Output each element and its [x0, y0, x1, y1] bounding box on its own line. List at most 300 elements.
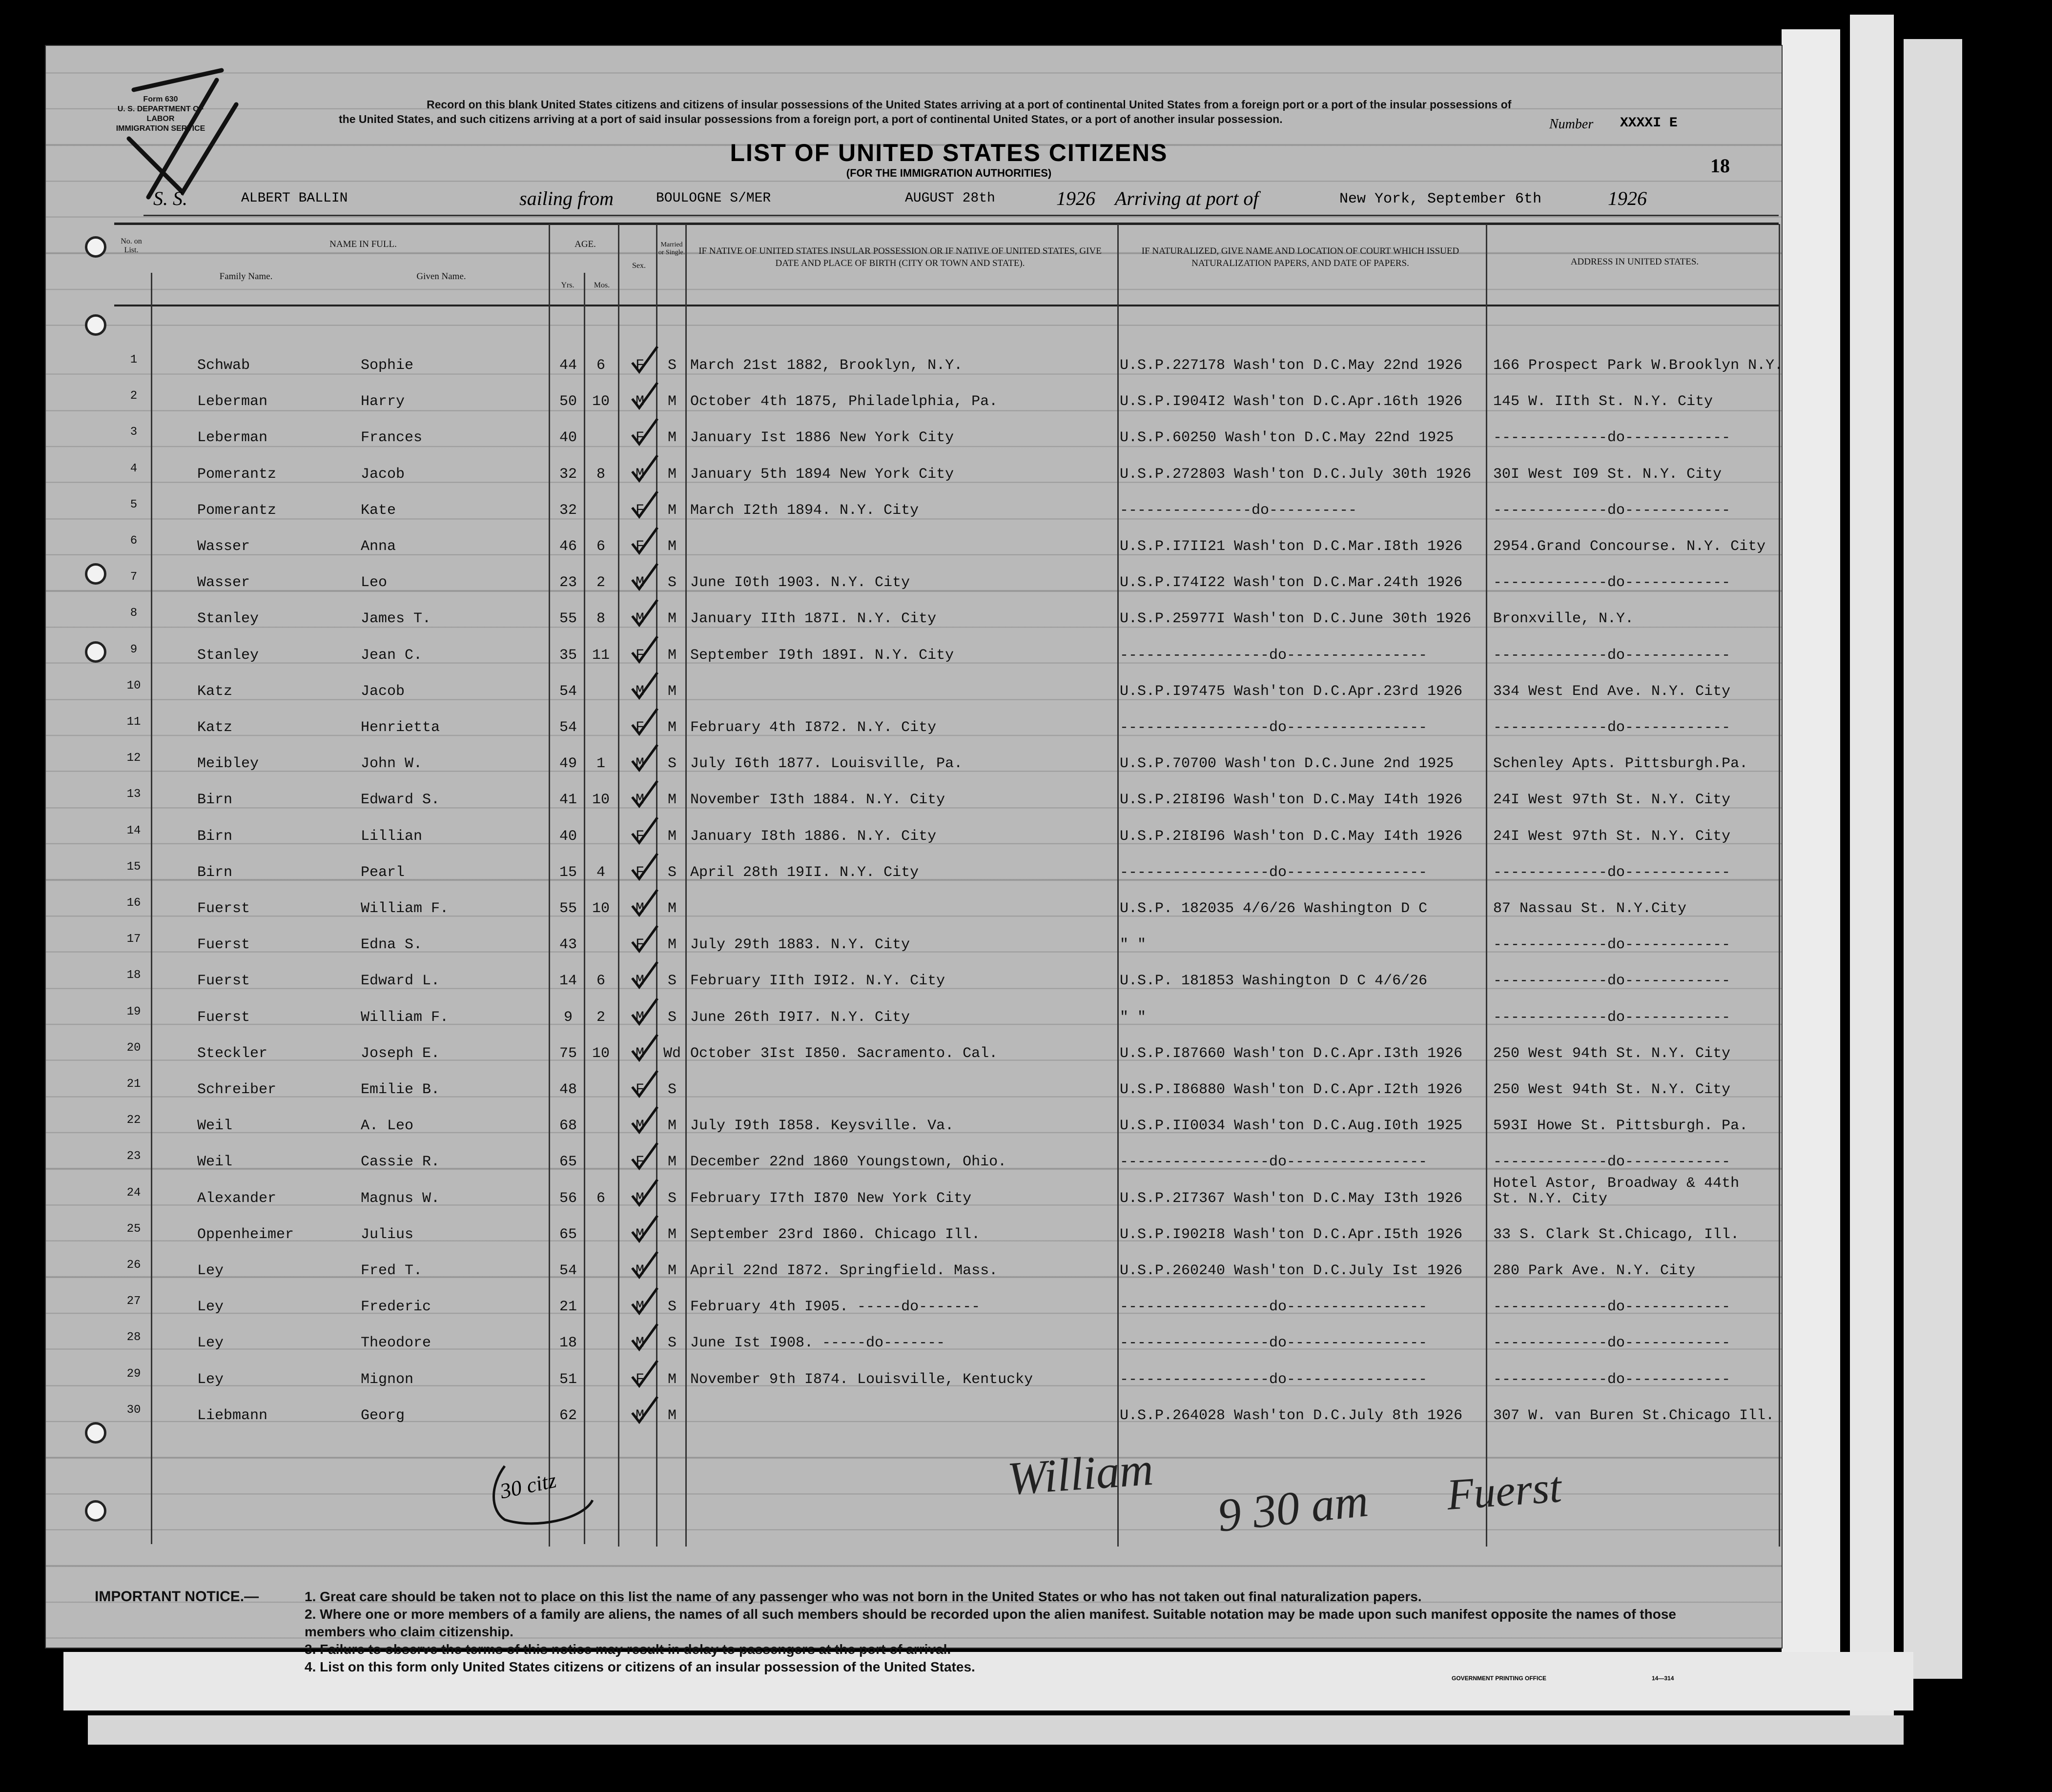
sex: M: [635, 466, 644, 483]
check-mark-icon: [629, 924, 659, 954]
age-years: 21: [559, 1299, 577, 1316]
from-port: BOULOGNE S/MER: [656, 191, 771, 206]
table-row: [46, 819, 1782, 855]
naturalization-record: U.S.P.2I7367 Wash'ton D.C.May I3th 1926: [1120, 1190, 1463, 1207]
family-name: Meibley: [197, 755, 259, 773]
family-name: Stanley: [197, 611, 259, 628]
given-name: Jacob: [361, 466, 405, 483]
age-months: 6: [596, 538, 605, 555]
table-row: [46, 964, 1782, 1000]
naturalization-record: U.S.P.25977I Wash'ton D.C.June 30th 1926: [1120, 611, 1472, 628]
age-months: 10: [592, 1045, 610, 1062]
birth-date-place: October 4th 1875, Philadelphia, Pa.: [690, 393, 998, 410]
sex: F: [635, 719, 644, 736]
notice-item-1: 1. Great care should be taken not to place on this list the name of any passenger who was not born in the United States or who has not taken out final naturalization papers.: [305, 1589, 1422, 1604]
birth-date-place: November I3th 1884. N.Y. City: [690, 792, 945, 809]
marital-status: Wd: [663, 1045, 681, 1062]
marital-status: S: [667, 864, 677, 881]
given-name: A. Leo: [361, 1118, 414, 1135]
family-name: Fuerst: [197, 900, 250, 917]
row-number: 20: [126, 1041, 141, 1055]
family-name: Katz: [197, 683, 233, 700]
age-months: 1: [596, 755, 605, 773]
age-years: 14: [559, 973, 577, 990]
row-number: 7: [130, 570, 138, 584]
age-years: 54: [559, 1263, 577, 1279]
given-name: Pearl: [361, 864, 405, 881]
age-years: 32: [559, 466, 577, 483]
family-name: Liebmann: [197, 1407, 268, 1424]
age-years: 51: [559, 1371, 577, 1388]
check-mark-icon: [629, 1069, 659, 1099]
check-mark-icon: [629, 852, 659, 882]
check-mark-icon: [629, 1250, 659, 1280]
ship-name: ALBERT BALLIN: [241, 191, 348, 206]
birth-date-place: January IIth 187I. N.Y. City: [690, 611, 937, 628]
sex: M: [635, 755, 644, 773]
family-name: Birn: [197, 828, 233, 845]
us-address: 33 S. Clark St.Chicago, Ill.: [1493, 1226, 1740, 1243]
family-name: Schreiber: [197, 1081, 277, 1098]
check-mark-icon: [629, 1214, 659, 1244]
sex: M: [635, 1045, 644, 1062]
family-name: Fuerst: [197, 973, 250, 990]
col-no-header: No. on List.: [121, 237, 142, 254]
age-years: 32: [559, 502, 577, 519]
given-name: Leo: [361, 574, 388, 591]
table-row: [46, 1399, 1782, 1435]
us-address: -------------do------------: [1493, 1009, 1731, 1026]
us-address: 593I Howe St. Pittsburgh. Pa.: [1493, 1118, 1748, 1135]
birth-date-place: June Ist I908. -----do-------: [690, 1335, 945, 1352]
age-years: 65: [559, 1154, 577, 1171]
row-number: 14: [126, 824, 141, 837]
us-address: -------------do------------: [1493, 502, 1731, 519]
row-number: 16: [126, 896, 141, 910]
naturalization-record: -----------------do----------------: [1120, 864, 1428, 881]
us-address: -------------do------------: [1493, 719, 1731, 736]
marital-status: M: [667, 1226, 677, 1243]
count-note-circle: [485, 1456, 602, 1529]
notice-item-4: 4. List on this form only United States citizens or citizens of an insular possession of the United States.: [305, 1659, 975, 1674]
check-mark-icon: [629, 489, 659, 520]
birth-date-place: April 28th 19II. N.Y. City: [690, 864, 919, 881]
notice-item-3: 3. Failure to observe the terms of this notice may result in delay to passengers at the port of arrival.: [305, 1642, 951, 1657]
marital-status: M: [667, 937, 677, 954]
given-name: William F.: [361, 1009, 449, 1026]
age-years: 15: [559, 864, 577, 881]
naturalization-record: U.S.P.I904I2 Wash'ton D.C.Apr.16th 1926: [1120, 393, 1463, 410]
birth-date-place: March I2th 1894. N.Y. City: [690, 502, 919, 519]
row-number: 10: [126, 679, 141, 692]
us-address: -------------do------------: [1493, 574, 1731, 591]
sex: F: [635, 828, 644, 845]
naturalization-record: -----------------do----------------: [1120, 719, 1428, 736]
age-years: 44: [559, 357, 577, 374]
family-name: Ley: [197, 1335, 224, 1352]
form-id-line-2: U. S. DEPARTMENT OF LABOR: [117, 105, 204, 123]
check-mark-icon: [629, 562, 659, 592]
sex: M: [635, 1335, 644, 1352]
sex: M: [635, 1009, 644, 1026]
family-name: Weil: [197, 1154, 233, 1171]
naturalization-record: U.S.P.60250 Wash'ton D.C.May 22nd 1925: [1120, 429, 1454, 447]
given-name: Anna: [361, 538, 396, 555]
marital-status: S: [667, 1190, 677, 1207]
table-row: [46, 1073, 1782, 1109]
underlying-page-edge-right-3: [1904, 39, 1962, 1679]
given-name: Edna S.: [361, 937, 423, 954]
age-months: 2: [596, 1009, 605, 1026]
given-name: James T.: [361, 611, 431, 628]
given-name: Emilie B.: [361, 1081, 440, 1098]
row-number: 28: [126, 1331, 141, 1344]
manifest-sheet: [45, 45, 1784, 1682]
birth-date-place: July I9th I858. Keysville. Va.: [690, 1118, 954, 1135]
check-mark-icon: [629, 634, 659, 665]
row-number: 12: [126, 752, 141, 765]
check-mark-icon: [629, 1141, 659, 1171]
table-row: [46, 1290, 1782, 1326]
age-years: 55: [559, 900, 577, 917]
instruction-paragraph: Record on this blank United States citizens and citizens of insular possessions of the United States arriving at a port of continental United States from a foreign port or a port of the insular possessions of the United States, and such citizens arriving at a port of said insular possessions from a foreign port, a port of continental United States, or a port of another insular possession.: [339, 98, 1512, 125]
row-number: 15: [126, 860, 141, 874]
naturalization-record: U.S.P. 181853 Washington D C 4/6/26: [1120, 973, 1428, 990]
table-row: [46, 1363, 1782, 1399]
birth-date-place: June 26th I9I7. N.Y. City: [690, 1009, 910, 1026]
marital-status: M: [667, 538, 677, 555]
row-number: 4: [130, 462, 138, 475]
sex: F: [635, 429, 644, 447]
table-row: [46, 1000, 1782, 1037]
us-address: 334 West End Ave. N.Y. City: [1493, 683, 1731, 700]
us-address: -------------do------------: [1493, 864, 1731, 881]
sex: M: [635, 1226, 644, 1243]
birth-date-place: September 23rd I860. Chicago Ill.: [690, 1226, 981, 1243]
sex: F: [635, 1081, 644, 1098]
family-name: Leberman: [197, 393, 268, 410]
us-address: Bronxville, N.Y.: [1493, 611, 1634, 628]
marital-status: M: [667, 429, 677, 447]
marital-status: M: [667, 1371, 677, 1388]
marital-status: S: [667, 574, 677, 591]
table-row: [46, 928, 1782, 964]
table-row: [46, 1254, 1782, 1290]
header-bottom-rule: [114, 305, 1779, 306]
row-number: 18: [126, 969, 141, 982]
row-number: 25: [126, 1222, 141, 1236]
sex: M: [635, 1118, 644, 1135]
birth-date-place: January Ist 1886 New York City: [690, 429, 954, 447]
row-number: 13: [126, 788, 141, 801]
given-name: Frances: [361, 429, 423, 447]
sex: F: [635, 1371, 644, 1388]
us-address: Hotel Astor, Broadway & 44th St. N.Y. City: [1493, 1175, 1740, 1207]
check-mark-icon: [629, 707, 659, 737]
check-mark-icon: [629, 888, 659, 918]
age-years: 40: [559, 429, 577, 447]
form-code: 14—314: [1652, 1675, 1674, 1682]
check-mark-icon: [629, 671, 659, 701]
check-mark-icon: [629, 1178, 659, 1208]
given-name: Edward S.: [361, 792, 440, 809]
naturalization-record: U.S.P. 182035 4/6/26 Washington D C: [1120, 900, 1428, 917]
table-row: [46, 493, 1782, 529]
table-row: [46, 855, 1782, 892]
family-name: Katz: [197, 719, 233, 736]
punch-hole-1: [85, 236, 106, 258]
check-mark-icon: [629, 417, 659, 447]
notice-item-2: 2. Where one or more members of a family are aliens, the names of all such members should be recorded upon the alien manifest. Suitable notation may be made upon such manifest opposite the names of those members who claim citizenship.: [305, 1607, 1676, 1639]
family-name: Schwab: [197, 357, 250, 374]
age-months: 6: [596, 973, 605, 990]
table-row: [46, 747, 1782, 783]
col-naturalized-header: IF NATURALIZED, GIVE NAME AND LOCATION OF COURT WHICH ISSUED NATURALIZATION PAPERS, AND DATE OF PAPERS.: [1141, 246, 1459, 268]
age-years: 54: [559, 719, 577, 736]
family-name: Ley: [197, 1263, 224, 1279]
check-mark-icon: [629, 598, 659, 628]
marital-status: M: [667, 719, 677, 736]
given-name: Jean C.: [361, 647, 423, 664]
check-mark-icon: [629, 1395, 659, 1425]
sex: M: [635, 574, 644, 591]
underlying-page-edge-bottom-2: [88, 1715, 1904, 1745]
check-mark-icon: [629, 743, 659, 773]
table-row: [46, 566, 1782, 602]
marital-status: M: [667, 647, 677, 664]
us-address: 280 Park Ave. N.Y. City: [1493, 1263, 1696, 1279]
family-name: Oppenheimer: [197, 1226, 294, 1243]
naturalization-record: U.S.P.I902I8 Wash'ton D.C.Apr.I5th 1926: [1120, 1226, 1463, 1243]
us-address: 307 W. van Buren St.Chicago Ill.: [1493, 1407, 1775, 1424]
sex: M: [635, 900, 644, 917]
check-mark-icon: [629, 1033, 659, 1063]
naturalization-record: ---------------do----------: [1120, 502, 1357, 519]
birth-date-place: February 4th I872. N.Y. City: [690, 719, 937, 736]
page-title: LIST OF UNITED STATES CITIZENS: [730, 139, 1168, 166]
marital-status: M: [667, 792, 677, 809]
family-name: Steckler: [197, 1045, 268, 1062]
given-name: John W.: [361, 755, 423, 773]
naturalization-record: U.S.P.227178 Wash'ton D.C.May 22nd 1926: [1120, 357, 1463, 374]
birth-date-place: March 21st 1882, Brooklyn, N.Y.: [690, 357, 963, 374]
marital-status: M: [667, 502, 677, 519]
sex: M: [635, 792, 644, 809]
arrival-year: 1926: [1608, 187, 1647, 209]
given-name: Edward L.: [361, 973, 440, 990]
age-years: 50: [559, 393, 577, 410]
naturalization-record: U.S.P.I87660 Wash'ton D.C.Apr.I3th 1926: [1120, 1045, 1463, 1062]
us-address: 250 West 94th St. N.Y. City: [1493, 1045, 1731, 1062]
check-mark-icon: [629, 779, 659, 809]
family-name: Wasser: [197, 574, 250, 591]
number-label: Number: [1549, 117, 1594, 132]
given-name: Magnus W.: [361, 1190, 440, 1207]
row-number: 11: [126, 715, 141, 729]
marital-status: M: [667, 1154, 677, 1171]
naturalization-record: U.S.P.272803 Wash'ton D.C.July 30th 1926: [1120, 466, 1472, 483]
age-years: 75: [559, 1045, 577, 1062]
us-address: 166 Prospect Park W.Brooklyn N.Y.: [1493, 357, 1784, 374]
col-given-header: Given Name.: [416, 271, 466, 282]
check-mark-icon: [629, 997, 659, 1027]
family-name: Fuerst: [197, 937, 250, 954]
underlying-page-edge-right-2: [1850, 15, 1894, 1732]
birth-date-place: January 5th 1894 New York City: [690, 466, 954, 483]
row-number: 23: [126, 1150, 141, 1163]
marital-status: M: [667, 466, 677, 483]
sex: M: [635, 611, 644, 628]
row-number: 26: [126, 1259, 141, 1272]
family-name: Pomerantz: [197, 466, 277, 483]
sex: M: [635, 1190, 644, 1207]
header-top-rule: [114, 223, 1779, 225]
sex: M: [635, 683, 644, 700]
birth-date-place: November 9th I874. Louisville, Kentucky: [690, 1371, 1033, 1388]
naturalization-record: U.S.P.I7II21 Wash'ton D.C.Mar.I8th 1926: [1120, 538, 1463, 555]
table-row: [46, 783, 1782, 819]
punch-hole-2: [85, 314, 106, 336]
arriving-label: Arriving at port of: [1115, 187, 1259, 209]
punch-hole-6: [85, 1500, 106, 1522]
sex: F: [635, 1154, 644, 1171]
marital-status: S: [667, 973, 677, 990]
us-address: -------------do------------: [1493, 937, 1731, 954]
table-row: [46, 892, 1782, 928]
given-name: Joseph E.: [361, 1045, 440, 1062]
birth-date-place: September I9th 189I. N.Y. City: [690, 647, 954, 664]
voyage-underline: [144, 215, 1779, 216]
given-name: Theodore: [361, 1335, 431, 1352]
given-name: Georg: [361, 1407, 405, 1424]
age-years: 9: [563, 1009, 573, 1026]
age-months: 2: [596, 574, 605, 591]
check-mark-icon: [629, 960, 659, 990]
signature-first-name: William: [1005, 1442, 1155, 1505]
age-years: 49: [559, 755, 577, 773]
sex: M: [635, 1299, 644, 1316]
table-row: [46, 385, 1782, 421]
family-name: Ley: [197, 1299, 224, 1316]
number-value: XXXXI E: [1620, 116, 1678, 131]
col-address-header: ADDRESS IN UNITED STATES.: [1570, 257, 1699, 267]
given-name: Harry: [361, 393, 405, 410]
check-mark-icon: [629, 1322, 659, 1352]
naturalization-record: U.S.P.II0034 Wash'ton D.C.Aug.I0th 1925: [1120, 1118, 1463, 1135]
naturalization-record: U.S.P.264028 Wash'ton D.C.July 8th 1926: [1120, 1407, 1463, 1424]
naturalization-record: -----------------do----------------: [1120, 1299, 1428, 1316]
birth-date-place: February 4th I905. -----do-------: [690, 1299, 981, 1316]
birth-date-place: June I0th 1903. N.Y. City: [690, 574, 910, 591]
sex: M: [635, 973, 644, 990]
marital-status: S: [667, 1009, 677, 1026]
marital-status: M: [667, 828, 677, 845]
sex: F: [635, 864, 644, 881]
family-name: Leberman: [197, 429, 268, 447]
col-native-header: IF NATIVE OF UNITED STATES INSULAR POSSESSION OR IF NATIVE OF UNITED STATES, GIVE DATE AND PLACE OF BIRTH (CITY OR TOWN AND STATE).: [698, 246, 1102, 268]
given-name: Mignon: [361, 1371, 414, 1388]
marital-status: S: [667, 755, 677, 773]
naturalization-record: " ": [1120, 937, 1147, 954]
handwritten-time-note: 9 30 am: [1215, 1474, 1371, 1542]
marital-status: M: [667, 393, 677, 410]
col-mos-header: Mos.: [594, 281, 610, 289]
us-address: 30I West I09 St. N.Y. City: [1493, 466, 1722, 483]
table-row: [46, 1109, 1782, 1145]
us-address: -------------do------------: [1493, 647, 1731, 664]
table-row: [46, 529, 1782, 566]
sex: M: [635, 1407, 644, 1424]
row-number: 17: [126, 933, 141, 946]
table-row: [46, 348, 1782, 385]
age-years: 68: [559, 1118, 577, 1135]
naturalization-record: " ": [1120, 1009, 1147, 1026]
form-id-line-3: IMMIGRATION SERVICE: [116, 124, 205, 133]
birth-date-place: April 22nd I872. Springfield. Mass.: [690, 1263, 998, 1279]
notice-heading: IMPORTANT NOTICE.—: [95, 1588, 259, 1605]
ss-label: S. S.: [153, 187, 187, 209]
table-row: [46, 1037, 1782, 1073]
age-years: 62: [559, 1407, 577, 1424]
row-number: 3: [130, 426, 138, 439]
page-subtitle: (FOR THE IMMIGRATION AUTHORITIES): [846, 167, 1052, 179]
age-months: 4: [596, 864, 605, 881]
family-name: Weil: [197, 1118, 233, 1135]
given-name: William F.: [361, 900, 449, 917]
marital-status: S: [667, 1081, 677, 1098]
age-years: 48: [559, 1081, 577, 1098]
row-number: 30: [126, 1403, 141, 1417]
us-address: -------------do------------: [1493, 973, 1731, 990]
birth-date-place: January I8th 1886. N.Y. City: [690, 828, 937, 845]
given-name: Julius: [361, 1226, 414, 1243]
marital-status: S: [667, 357, 677, 374]
check-mark-icon: [629, 1286, 659, 1316]
table-row: [46, 1175, 1782, 1218]
sex: M: [635, 393, 644, 410]
sex: F: [635, 502, 644, 519]
age-years: 65: [559, 1226, 577, 1243]
row-number: 21: [126, 1078, 141, 1091]
check-mark-icon: [629, 1359, 659, 1389]
naturalization-record: U.S.P.70700 Wash'ton D.C.June 2nd 1925: [1120, 755, 1454, 773]
age-years: 23: [559, 574, 577, 591]
row-number: 5: [130, 498, 138, 511]
naturalization-record: -----------------do----------------: [1120, 1335, 1428, 1352]
given-name: Fred T.: [361, 1263, 423, 1279]
age-years: 40: [559, 828, 577, 845]
birth-date-place: July I6th 1877. Louisville, Pa.: [690, 755, 963, 773]
table-row: [46, 638, 1782, 674]
naturalization-record: U.S.P.I86880 Wash'ton D.C.Apr.I2th 1926: [1120, 1081, 1463, 1098]
row-number: 29: [126, 1367, 141, 1381]
naturalization-record: U.S.P.260240 Wash'ton D.C.July Ist 1926: [1120, 1263, 1463, 1279]
marital-status: M: [667, 1263, 677, 1279]
age-years: 54: [559, 683, 577, 700]
naturalization-record: U.S.P.I74I22 Wash'ton D.C.Mar.24th 1926: [1120, 574, 1463, 591]
family-name: Fuerst: [197, 1009, 250, 1026]
table-row: [46, 1218, 1782, 1254]
sex: M: [635, 1263, 644, 1279]
printer-credit: GOVERNMENT PRINTING OFFICE: [1452, 1675, 1547, 1682]
marital-status: M: [667, 1407, 677, 1424]
age-months: 8: [596, 466, 605, 483]
naturalization-record: U.S.P.I97475 Wash'ton D.C.Apr.23rd 1926: [1120, 683, 1463, 700]
check-mark-icon: [629, 345, 659, 375]
family-name: Alexander: [197, 1190, 277, 1207]
family-name: Birn: [197, 792, 233, 809]
us-address: -------------do------------: [1493, 1154, 1731, 1171]
